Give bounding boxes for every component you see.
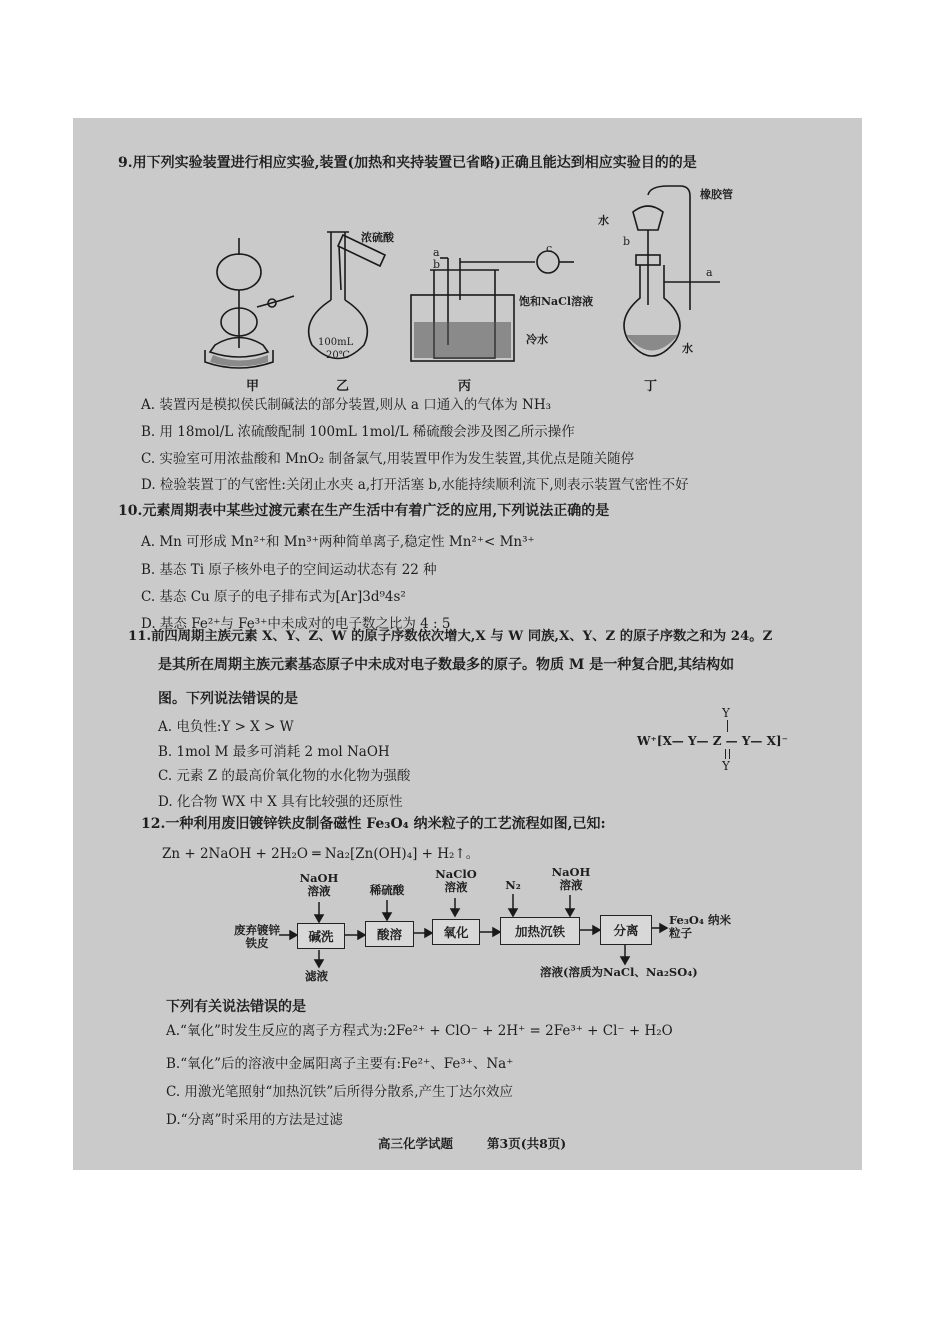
caption-bing: 丙 <box>458 379 472 394</box>
flow-reagent-naoh-1: NaOH 溶液 <box>299 871 339 898</box>
question-11-stem-line1: 11.前四周期主族元素 X、Y、Z、W 的原子序数依次增大,X 与 W 同族,X、Y、Z 的原子序数之和为 24。Z <box>128 629 773 644</box>
caption-yi: 乙 <box>336 379 350 394</box>
q10-option-a: A. Mn 可形成 Mn²⁺和 Mn³⁺两种简单离子,稳定性 Mn²⁺< Mn³⁺ <box>141 534 535 550</box>
question-11-stem-line3: 图。下列说法错误的是 <box>158 691 298 707</box>
label-bing-c: c <box>546 242 553 255</box>
flow-input-scrap: 废弃镀锌铁皮 <box>234 923 280 950</box>
q11-option-d: D. 化合物 WX 中 X 具有比较强的还原性 <box>158 794 403 810</box>
label-ding-a: a <box>706 266 713 279</box>
q12-option-b: B.“氧化”后的溶液中金属阳离子主要有:Fe²⁺、Fe³⁺、Na⁺ <box>166 1056 514 1072</box>
question-11-stem-line2: 是其所在周期主族元素基态原子中未成对电子数最多的原子。物质 M 是一种复合肥,其结构如 <box>158 657 735 673</box>
label-concentrated-acid: 浓硫酸 <box>361 231 394 244</box>
q9-option-a: A. 装置丙是模拟侯氏制碱法的部分装置,则从 a 口通入的气体为 NH₃ <box>141 397 552 413</box>
flow-filtrate: 滤液 <box>305 969 328 983</box>
flow-step-alkali-wash: 碱洗 <box>297 923 345 949</box>
label-bing-a: a <box>433 246 440 259</box>
caption-jia: 甲 <box>246 379 260 394</box>
label-saturated-nacl: 饱和NaCl溶液 <box>519 295 594 308</box>
flow-step-separate: 分离 <box>600 915 652 945</box>
caption-ding: 丁 <box>644 379 658 394</box>
flow-product: Fe₃O₄ 纳米粒子 <box>669 913 731 940</box>
flow-reagent-n2: N₂ <box>505 878 521 892</box>
flow-step-oxidize: 氧化 <box>432 919 480 945</box>
structure-top-y: Y <box>722 706 730 720</box>
label-rubber-tube: 橡胶管 <box>700 188 733 201</box>
q11-option-b: B. 1mol M 最多可消耗 2 mol NaOH <box>158 744 390 760</box>
label-flask-volume: 100mL <box>318 337 354 348</box>
flow-reagent-naoh-2: NaOH 溶液 <box>551 865 591 892</box>
q12-option-d: D.“分离”时采用的方法是过滤 <box>166 1112 343 1128</box>
q12-option-c: C. 用激光笔照射“加热沉铁”后所得分散系,产生丁达尔效应 <box>166 1084 514 1100</box>
q12-equation: Zn + 2NaOH + 2H₂O ═ Na₂[Zn(OH)₄] + H₂↑。 <box>162 846 480 862</box>
q9-option-b: B. 用 18mol/L 浓硫酸配制 100mL 1mol/L 稀硫酸会涉及图乙所示操作 <box>141 424 575 440</box>
q11-option-a: A. 电负性:Y > X > W <box>158 719 294 735</box>
label-ding-b: b <box>623 235 631 248</box>
question-9-stem: 9.用下列实验装置进行相应实验,装置(加热和夹持装置已省略)正确且能达到相应实验目的的是 <box>118 155 697 171</box>
q10-option-b: B. 基态 Ti 原子核外电子的空间运动状态有 22 种 <box>141 562 437 578</box>
question-12-stem: 12.一种利用废旧镀锌铁皮制备磁性 Fe₃O₄ 纳米粒子的工艺流程如图,已知: <box>141 816 606 832</box>
flow-solution: 溶液(溶质为NaCl、Na₂SO₄) <box>540 965 698 979</box>
label-bing-b: b <box>433 258 441 271</box>
label-cold-water: 冷水 <box>526 333 548 346</box>
label-flask-temp: 20℃ <box>326 350 350 361</box>
flow-step-acid-dissolve: 酸溶 <box>365 921 414 947</box>
q10-option-d: D. 基态 Fe²⁺与 Fe³⁺中未成对的电子数之比为 4 : 5 <box>141 616 451 632</box>
q10-option-c: C. 基态 Cu 原子的电子排布式为[Ar]3d⁹4s² <box>141 589 406 605</box>
footer-subject: 高三化学试题 <box>378 1136 454 1151</box>
flow-step-heat-precipitate: 加热沉铁 <box>500 917 580 945</box>
q9-option-d: D. 检验装置丁的气密性:关闭止水夹 a,打开活塞 b,水能持续顺利流下,则表示装置气密性不好 <box>141 477 689 493</box>
label-ding-water-bottom: 水 <box>682 342 693 355</box>
q12-option-a: A.“氧化”时发生反应的离子方程式为:2Fe²⁺ + ClO⁻ + 2H⁺ = 2Fe³⁺ + Cl⁻ + H₂O <box>166 1023 673 1039</box>
flow-reagent-dilute-acid: 稀硫酸 <box>369 883 405 897</box>
label-ding-water-top: 水 <box>598 214 609 227</box>
q9-option-c: C. 实验室可用浓盐酸和 MnO₂ 制备氯气,用装置甲作为发生装置,其优点是随关随停 <box>141 451 635 467</box>
structure-main-row: W⁺[X— Y— Z — Y— X]⁻ <box>637 734 788 748</box>
question-10-stem: 10.元素周期表中某些过渡元素在生产生活中有着广泛的应用,下列说法正确的是 <box>118 503 610 519</box>
structure-bottom-y: Y <box>722 759 730 773</box>
question-12-prompt: 下列有关说法错误的是 <box>166 999 306 1015</box>
flow-reagent-naclo: NaClO 溶液 <box>435 867 477 894</box>
q11-option-c: C. 元素 Z 的最高价氧化物的水化物为强酸 <box>158 768 411 784</box>
footer-page-number: 第3页(共8页) <box>487 1136 567 1151</box>
